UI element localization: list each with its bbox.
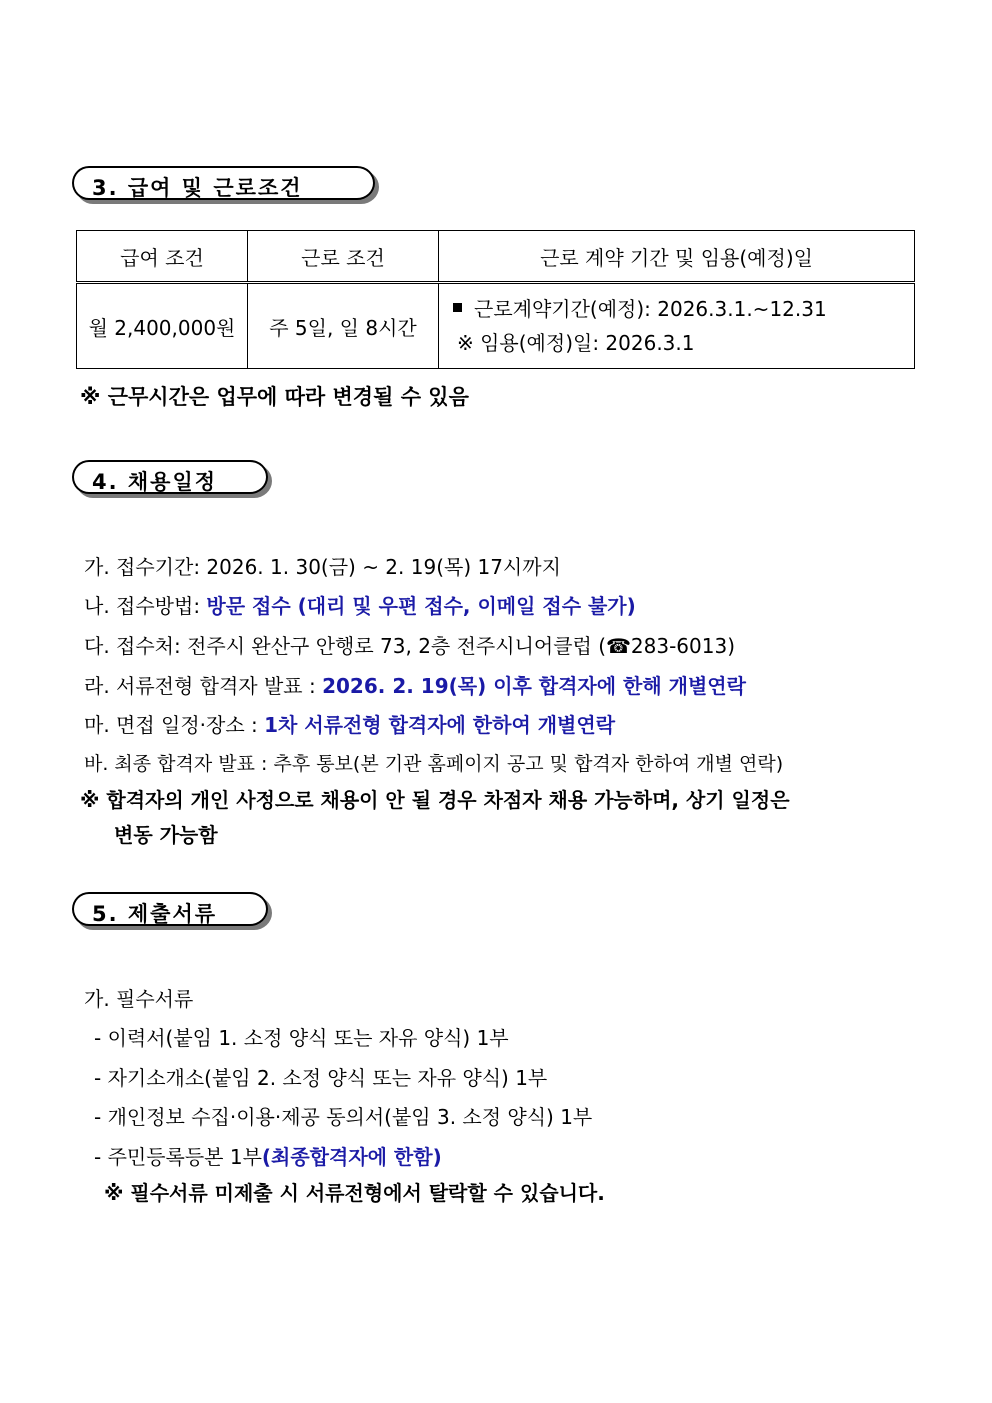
salary-conditions-table [76, 230, 915, 369]
section3-heading: 3. 급여 및 근로조건 [92, 176, 303, 200]
section4-note-line2: 변동 가능함 [114, 823, 218, 847]
header-salary: 급여 조건 [77, 231, 248, 283]
contract-period-text: 근로계약기간(예정): 2026.3.1.~12.31 [474, 297, 827, 321]
schedule-item [84, 670, 746, 699]
contract-line-1 [453, 292, 914, 326]
schedule-item-highlight: 2026. 2. 19(목) 이후 합격자에 한해 개별연락 [322, 674, 746, 698]
schedule-item [84, 709, 615, 738]
section5-note: ※ 필수서류 미제출 시 서류전형에서 탈락할 수 있습니다. [104, 1181, 605, 1205]
square-bullet-icon [453, 303, 462, 312]
section3-heading-box [72, 166, 375, 200]
section5-heading: 5. 제출서류 [92, 902, 218, 926]
list-item [94, 1141, 442, 1170]
doc-text: - 개인정보 수집·이용·제공 동의서(붙임 3. 소정 양식) 1부 [94, 1105, 593, 1129]
doc-text: - 이력서(붙임 1. 소정 양식 또는 자유 양식) 1부 [94, 1026, 509, 1050]
cell-work: 주 5일, 일 8시간 [248, 283, 439, 369]
doc-text: - 주민등록등본 1부 [94, 1145, 262, 1169]
cell-salary: 월 2,400,000원 [77, 283, 248, 369]
schedule-item-highlight: 1차 서류전형 합격자에 한하여 개별연락 [264, 713, 616, 737]
contract-line-2: ※ 임용(예정)일: 2026.3.1 [457, 331, 695, 355]
header-contract: 근로 계약 기간 및 임용(예정)일 [439, 231, 915, 283]
doc-highlight: (최종합격자에 한함) [261, 1145, 442, 1169]
schedule-item-text: 나. 접수방법: [84, 594, 207, 618]
section5-heading-box [72, 892, 268, 926]
required-docs-subheading: 가. 필수서류 [84, 987, 194, 1011]
schedule-item [84, 630, 735, 659]
schedule-item [84, 590, 636, 619]
schedule-item-text: 라. 서류전형 합격자 발표 : [84, 674, 323, 698]
header-work: 근로 조건 [248, 231, 439, 283]
table-header-row [77, 231, 915, 283]
doc-text: - 자기소개소(붙임 2. 소정 양식 또는 자유 양식) 1부 [94, 1066, 548, 1090]
schedule-item-text: 가. 접수기간: 2026. 1. 30(금) ~ 2. 19(목) 17시까지 [84, 555, 561, 579]
schedule-item-text: 바. 최종 합격자 발표 : 추후 통보(본 기관 홈페이지 공고 및 합격자 한하여 개별 연락) [84, 753, 784, 775]
cell-contract [439, 283, 915, 369]
schedule-item-highlight: 방문 접수 (대리 및 우편 접수, 이메일 접수 불가) [206, 594, 636, 618]
schedule-item-text: 마. 면접 일정·장소 : [84, 713, 265, 737]
section4-heading-box [72, 460, 268, 494]
list-item [94, 1101, 592, 1130]
section3-note: ※ 근무시간은 업무에 따라 변경될 수 있음 [80, 385, 469, 409]
schedule-item [84, 551, 561, 580]
schedule-item-text: 다. 접수처: 전주시 완산구 안행로 73, 2층 전주시니어클럽 (☎283-6013) [84, 634, 736, 658]
schedule-item [84, 749, 783, 776]
section4-heading: 4. 채용일정 [92, 470, 218, 494]
list-item [94, 1062, 547, 1091]
table-row [77, 283, 915, 369]
section4-note-line1: ※ 합격자의 개인 사정으로 채용이 안 될 경우 차점자 채용 가능하며, 상기 일정은 [80, 788, 790, 812]
list-item [94, 1022, 509, 1051]
